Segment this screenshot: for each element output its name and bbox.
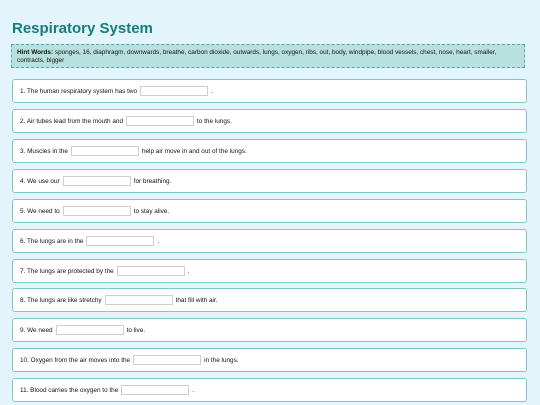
question-text-after: for breathing. [133, 177, 172, 185]
question-3 [12, 139, 527, 163]
answer-input-3[interactable] [71, 146, 139, 156]
question-11 [12, 378, 527, 402]
hint-words-box [11, 44, 525, 68]
answer-input-2[interactable] [126, 116, 194, 126]
question-text-after: . [211, 87, 213, 95]
question-9 [12, 318, 527, 342]
answer-input-6[interactable] [86, 236, 154, 246]
question-10 [12, 348, 527, 372]
page-title: Respiratory System [12, 20, 153, 37]
question-5 [12, 199, 527, 223]
question-text: 6. The lungs are in the [20, 237, 84, 245]
answer-input-1[interactable] [140, 86, 208, 96]
question-text-after: to stay alive. [133, 207, 170, 215]
question-4 [12, 169, 527, 193]
hint-label: Hint Words: [17, 49, 54, 56]
question-text: 2. Air tubes lead from the mouth and [20, 117, 124, 125]
answer-input-7[interactable] [117, 266, 185, 276]
question-text: 3. Muscles in the [20, 147, 68, 155]
question-text-after: . [187, 267, 190, 275]
answer-input-4[interactable] [63, 176, 131, 186]
question-7 [12, 259, 527, 283]
question-text: 5. We need to [20, 207, 60, 215]
answer-input-9[interactable] [56, 325, 124, 335]
question-6 [12, 229, 527, 253]
hint-words: sponges, 16, diaphragm, downwards, breathe, carbon dioxide, outwards, lungs, oxygen, ribs, out, body, windpipe, blood vessels, chest, nose, heart, smaller, contracts, bigger [17, 49, 497, 64]
answer-input-11[interactable] [121, 385, 189, 395]
answer-input-8[interactable] [105, 295, 173, 305]
question-2 [12, 109, 527, 133]
question-text-after: to the lungs. [197, 117, 232, 125]
question-text: 4. We use our [20, 177, 60, 185]
answer-input-10[interactable] [133, 355, 201, 365]
question-1 [12, 79, 527, 103]
question-text-after: in the lungs. [204, 356, 239, 364]
question-text-after: . [157, 237, 160, 245]
question-8 [12, 288, 527, 312]
question-text: 11. Blood carries the oxygen to the [20, 386, 119, 394]
question-text: 1. The human respiratory system has two [20, 87, 138, 95]
question-text-after: help air move in and out of the lungs. [141, 147, 247, 155]
question-text: 9. We need [20, 326, 53, 334]
question-text-after: that fill with air. [175, 296, 218, 304]
question-text-after: to live. [126, 326, 146, 334]
question-text: 8. The lungs are like stretchy [20, 296, 102, 304]
question-text-after: . [192, 386, 195, 394]
question-text: 7. The lungs are protected by the [20, 267, 114, 275]
answer-input-5[interactable] [63, 206, 131, 216]
question-text: 10. Oxygen from the air moves into the [20, 356, 131, 364]
